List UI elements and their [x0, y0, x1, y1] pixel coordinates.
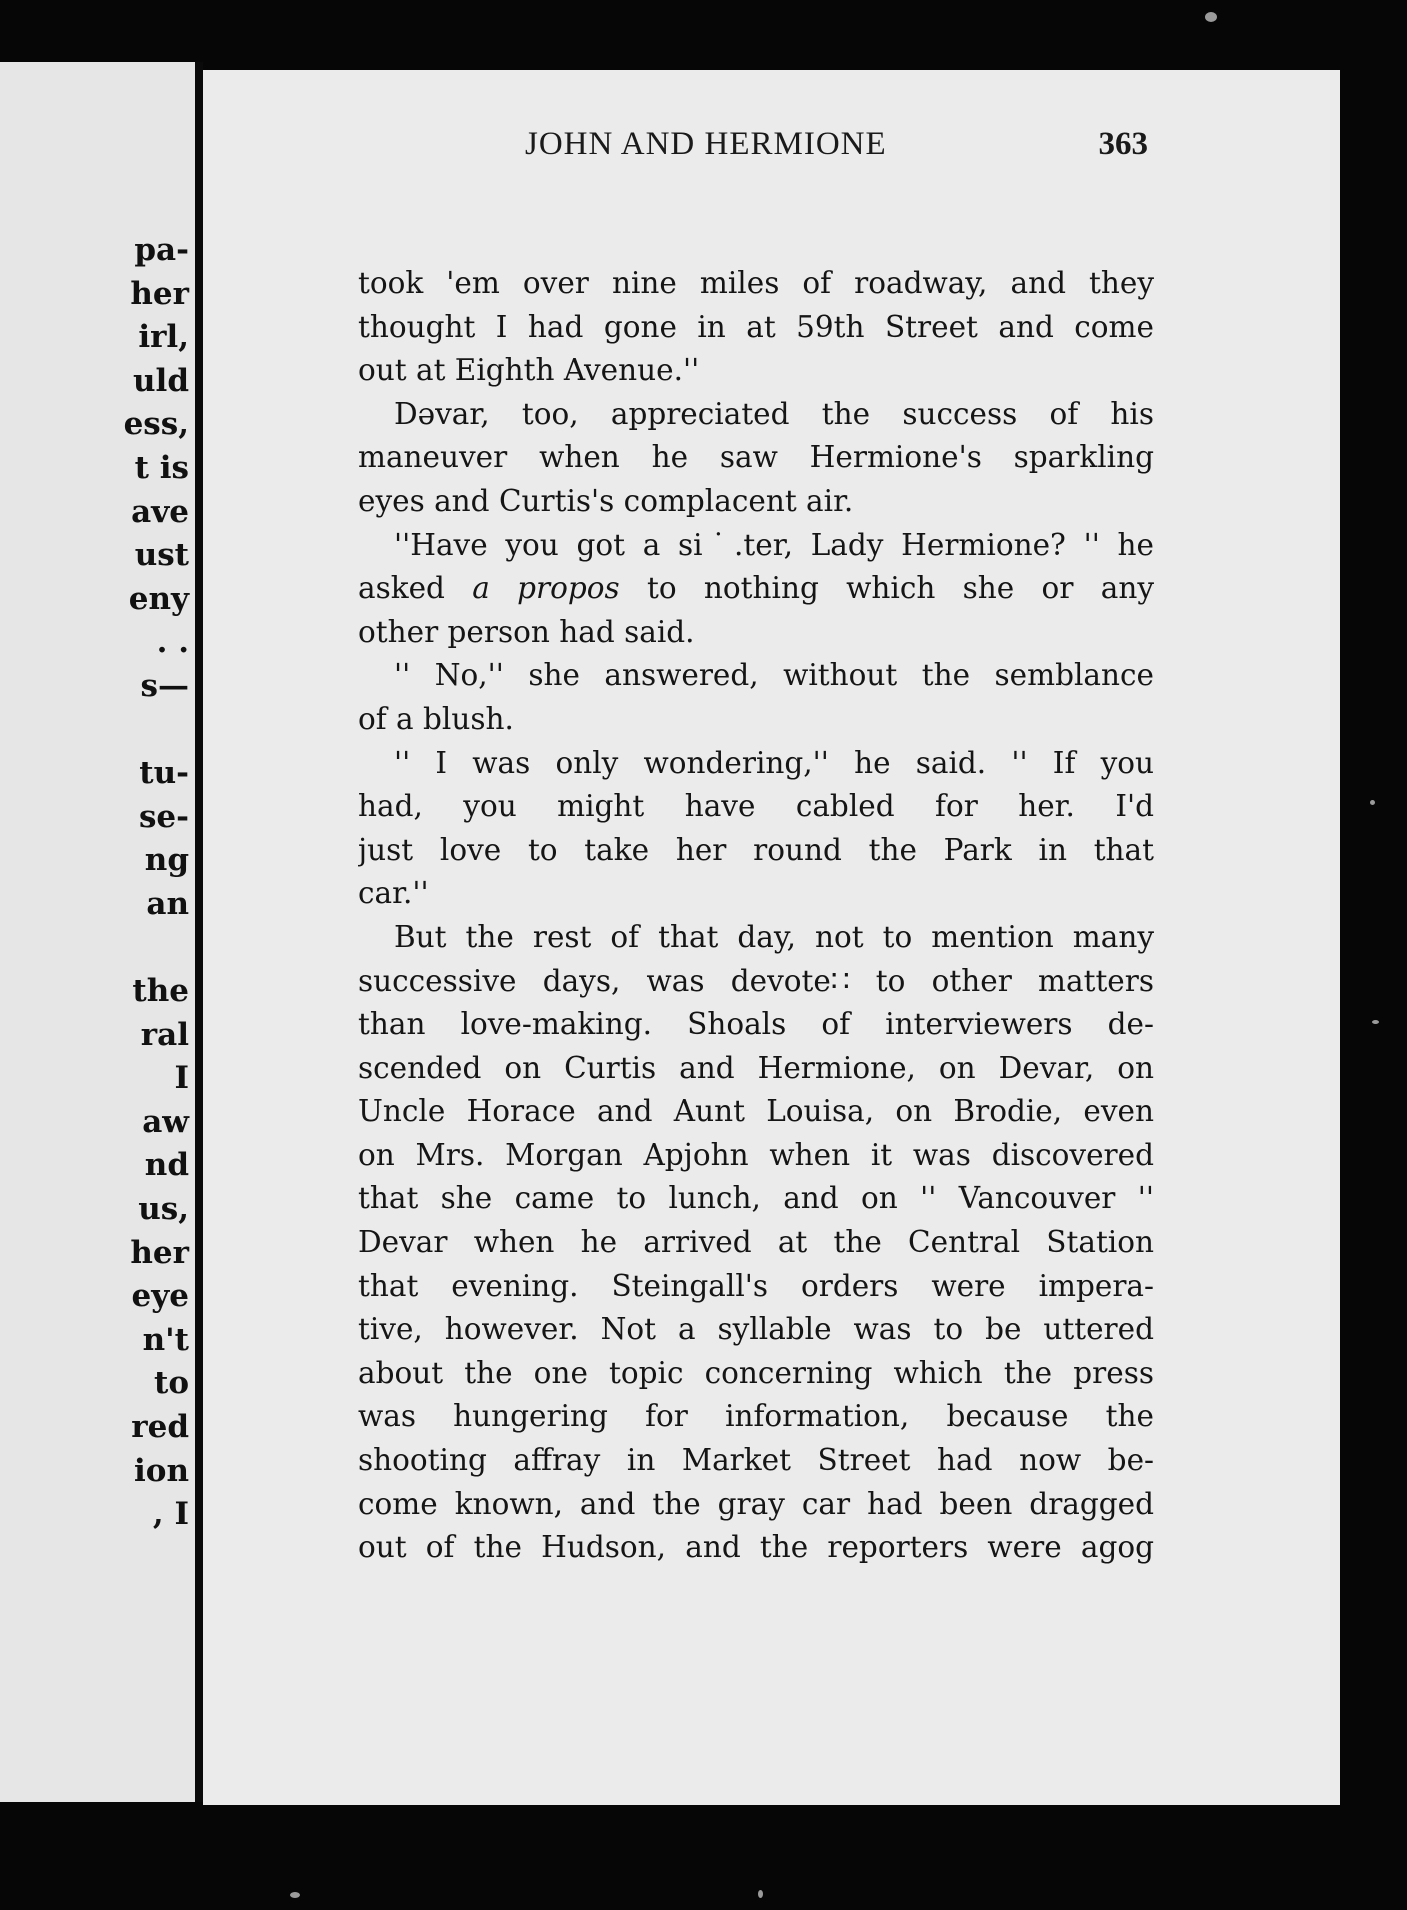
previous-page-edge — [0, 62, 195, 1802]
fragment-line: ral — [140, 1016, 189, 1053]
text-line: out at Eighth Avenue.'' — [358, 353, 700, 388]
text-line: thought I had gone in at 59th Street and come — [358, 309, 1154, 344]
fragment-line: red — [131, 1409, 189, 1446]
text-line: just love to take her round the Park in that — [358, 832, 1154, 867]
running-header — [322, 126, 1148, 170]
fragment-line: , I — [152, 1496, 189, 1533]
fragment-line: aw — [142, 1103, 189, 1140]
text-line: that evening. Steingall's orders were impera- — [358, 1268, 1154, 1303]
fragment-line: an — [146, 885, 189, 922]
text-line: was hungering for information, because the — [358, 1399, 1154, 1434]
text-line: eyes and Curtis's complacent air. — [358, 483, 854, 518]
previous-page-fragments — [124, 229, 189, 1537]
fragment-line: ess, — [123, 406, 189, 443]
scan-speck — [1372, 1020, 1379, 1024]
text-line: Uncle Horace and Aunt Louisa, on Brodie, even — [358, 1094, 1154, 1129]
fragment-line: pa- — [134, 232, 189, 268]
text-line: '' No,'' she answered, without the semblance — [394, 658, 1154, 693]
text-line: maneuver when he saw Hermione's sparkling — [358, 440, 1154, 475]
fragment-line: uld — [133, 362, 189, 399]
fragment-line: n't — [142, 1321, 189, 1358]
fragment-line: irl, — [138, 319, 189, 356]
scan-speck — [1370, 800, 1375, 805]
line-prefix: asked — [358, 571, 445, 606]
fragment-line: . . — [156, 624, 189, 661]
line-rest: to nothing which she or any — [647, 571, 1154, 606]
text-line: Dəvar, too, appreciated the success of his — [394, 396, 1154, 431]
text-line: out of the Hudson, and the reporters were agog — [358, 1530, 1154, 1565]
text-line: ''Have you got a si˙.ter, Lady Hermione? '' he — [394, 527, 1154, 562]
text-line: shooting affray in Market Street had now be- — [358, 1443, 1154, 1478]
text-line: other person had said. — [358, 614, 695, 649]
fragment-line: nd — [144, 1147, 189, 1184]
text-line: Devar when he arrived at the Central Station — [358, 1225, 1154, 1260]
text-line: But the rest of that day, not to mention many — [394, 919, 1154, 954]
fragment-line: tu- — [139, 755, 189, 792]
fragment-line: ave — [131, 493, 189, 530]
fragment-line: eny — [128, 580, 189, 617]
page-number: 363 — [1098, 126, 1148, 162]
text-line: scended on Curtis and Hermione, on Devar, on — [358, 1050, 1154, 1085]
text-line-with-italic — [358, 567, 1154, 611]
fragment-line: se- — [138, 798, 189, 835]
scan-speck — [758, 1890, 763, 1898]
text-line: tive, however. Not a syllable was to be uttered — [358, 1312, 1154, 1347]
fragment-line: s— — [140, 667, 189, 704]
scan-speck — [1205, 12, 1217, 22]
running-title: JOHN AND HERMIONE — [525, 126, 887, 162]
text-line: than love-making. Shoals of interviewers de- — [358, 1007, 1154, 1042]
italic-phrase: a propos — [472, 571, 620, 606]
text-line: of a blush. — [358, 701, 514, 736]
text-line: that she came to lunch, and on '' Vancouver '' — [358, 1181, 1154, 1216]
text-line: took 'em over nine miles of roadway, and they — [358, 266, 1154, 300]
book-gutter — [195, 62, 203, 1802]
text-line: had, you might have cabled for her. I'd — [358, 789, 1154, 824]
fragment-line: t is — [134, 449, 189, 486]
fragment-line: her — [130, 275, 189, 312]
fragment-line: her — [130, 1234, 189, 1271]
fragment-line: ust — [134, 537, 189, 574]
fragment-line: to — [154, 1365, 189, 1402]
body-text — [358, 262, 1154, 1570]
text-line: about the one topic concerning which the press — [358, 1355, 1154, 1390]
fragment-line: ng — [144, 842, 189, 879]
fragment-line: the — [132, 973, 189, 1010]
text-line: successive days, was devote∷ to other matters — [358, 963, 1154, 998]
text-line: car.'' — [358, 876, 429, 911]
text-line: on Mrs. Morgan Apjohn when it was discovered — [358, 1137, 1154, 1172]
text-line: come known, and the gray car had been dragged — [358, 1486, 1154, 1521]
fragment-line: ion — [134, 1452, 189, 1489]
text-line: '' I was only wondering,'' he said. '' If you — [394, 745, 1154, 780]
fragment-line — [124, 927, 189, 971]
fragment-line: I — [174, 1060, 189, 1097]
fragment-line: eye — [131, 1278, 189, 1315]
fragment-line — [124, 709, 189, 753]
scan-speck — [290, 1892, 300, 1898]
fragment-line: us, — [138, 1191, 189, 1228]
